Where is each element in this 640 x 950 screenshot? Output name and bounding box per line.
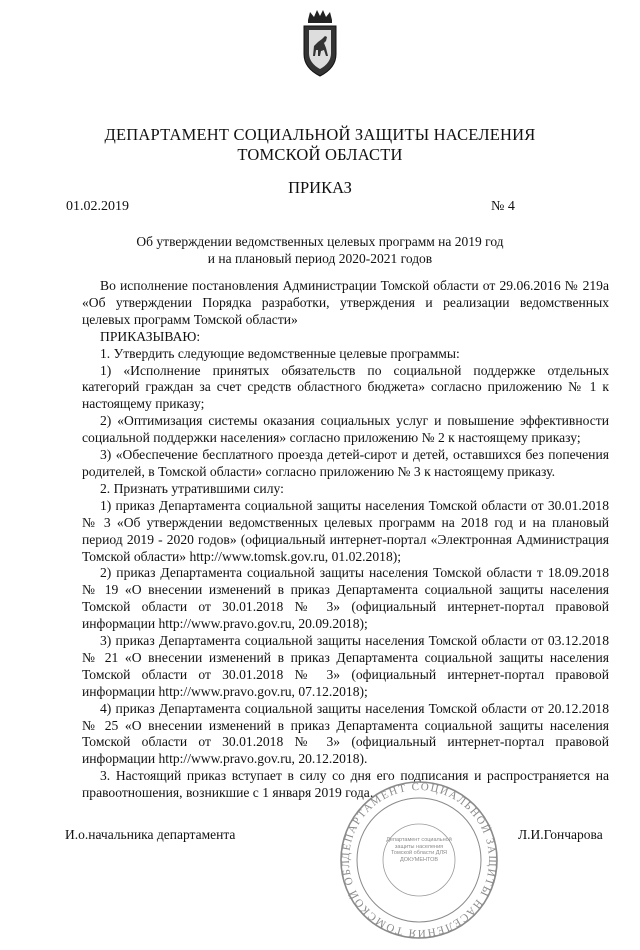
item-2-4: 4) приказ Департамента социальной защиты населения Томской области от 20.12.2018 № 25 «О внесении изменений в приказ Департамента социальной защиты населения Томской области от 30.01.2018 № 3» (официальный интернет-портал правовой информации http://www.pravo.gov.ru, 20.12.2018). (82, 700, 609, 767)
item-3: 3. Настоящий приказ вступает в силу со дня его подписания и распространяется на правоотношения, возникшие с 1 января 2019 года. (82, 768, 609, 801)
item-1-2: 2) «Оптимизация системы оказания социальных услуг и повышение эффективности социальной поддержки населения» согласно приложению № 2 к настоящему приказу; (82, 413, 609, 446)
item-2: 2. Признать утратившими силу: (100, 480, 284, 496)
item-2-1: 1) приказ Департамента социальной защиты населения Томской области от 30.01.2018 № 3 «Об утверждении ведомственных целевых программ на 2018 год и на плановый период 2019 - 2020 годов» (официальный интернет-портал «Электронная Администрация Томской области» http://www.tomsk.gov.ru, 01.02.2018); (82, 497, 609, 564)
stamp-inner-text: Департамент социальной защиты населения Томской области ДЛЯ ДОКУМЕНТОВ (386, 837, 452, 863)
intro-paragraph: Во исполнение постановления Администрации Томской области от 29.06.2016 № 219а «Об утверждении Порядка разработки, утверждения и реализации ведомственных целевых программ Томской области» (82, 278, 609, 327)
stamp-seal-icon (338, 775, 500, 945)
signatory-position: И.о.начальника департамента (65, 827, 236, 842)
official-stamp (338, 775, 500, 940)
subject-line1: Об утверждении ведомственных целевых программ на 2019 год (136, 234, 504, 249)
tomsk-coat-of-arms-icon (300, 6, 340, 80)
department-name-line1: ДЕПАРТАМЕНТ СОЦИАЛЬНОЙ ЗАЩИТЫ НАСЕЛЕНИЯ (104, 125, 536, 144)
signatory-name: Л.И.Гончарова (518, 827, 603, 842)
item-1-1: 1) «Исполнение принятых обязательств по социальной поддержке отдельных категорий граждан за счет средств областного бюджета» согласно приложению № 1 к настоящему приказу; (82, 362, 609, 412)
order-word: ПРИКАЗЫВАЮ: (100, 328, 201, 344)
document-type: ПРИКАЗ (288, 178, 352, 197)
item-1-3: 3) «Обеспечение бесплатного проезда детей-сирот и детей, оставшихся без попечения родителей, в Томской области» согласно приложению № 3 к настоящему приказу. (82, 447, 609, 479)
department-name (0, 125, 640, 165)
item-1: 1. Утвердить следующие ведомственные целевые программы: (100, 345, 460, 361)
item-2-2: 2) приказ Департамента социальной защиты населения Томской области т 18.09.2018 № 19 «О внесении изменений в приказ Департамента социальной защиты населения Томской области от 30.01.2018 № 3» (официальный интернет-портал правовой информации http://www.pravo.gov.ru, 20.09.2018); (82, 565, 609, 632)
stamp-ring-text: ДЕПАРТАМЕНТ СОЦИАЛЬНОЙ ЗАЩИТЫ НАСЕЛЕНИЯ ТОМСКОЙ ОБЛ (339, 780, 499, 940)
document-date: 01.02.2019 (66, 199, 129, 214)
department-name-line2: ТОМСКОЙ ОБЛАСТИ (237, 145, 403, 164)
document-subject (0, 233, 640, 267)
document-body (82, 278, 609, 802)
subject-line2: и на плановый период 2020-2021 годов (207, 251, 433, 266)
document-number: № 4 (491, 199, 515, 214)
item-2-3: 3) приказ Департамента социальной защиты населения Томской области от 03.12.2018 № 21 «О внесении изменений в приказ Департамента социальной защиты населения Томской области от 30.01.2018 № 3» (официальный интернет-портал правовой информации http://www.pravo.gov.ru, 07.12.2018); (82, 633, 609, 699)
